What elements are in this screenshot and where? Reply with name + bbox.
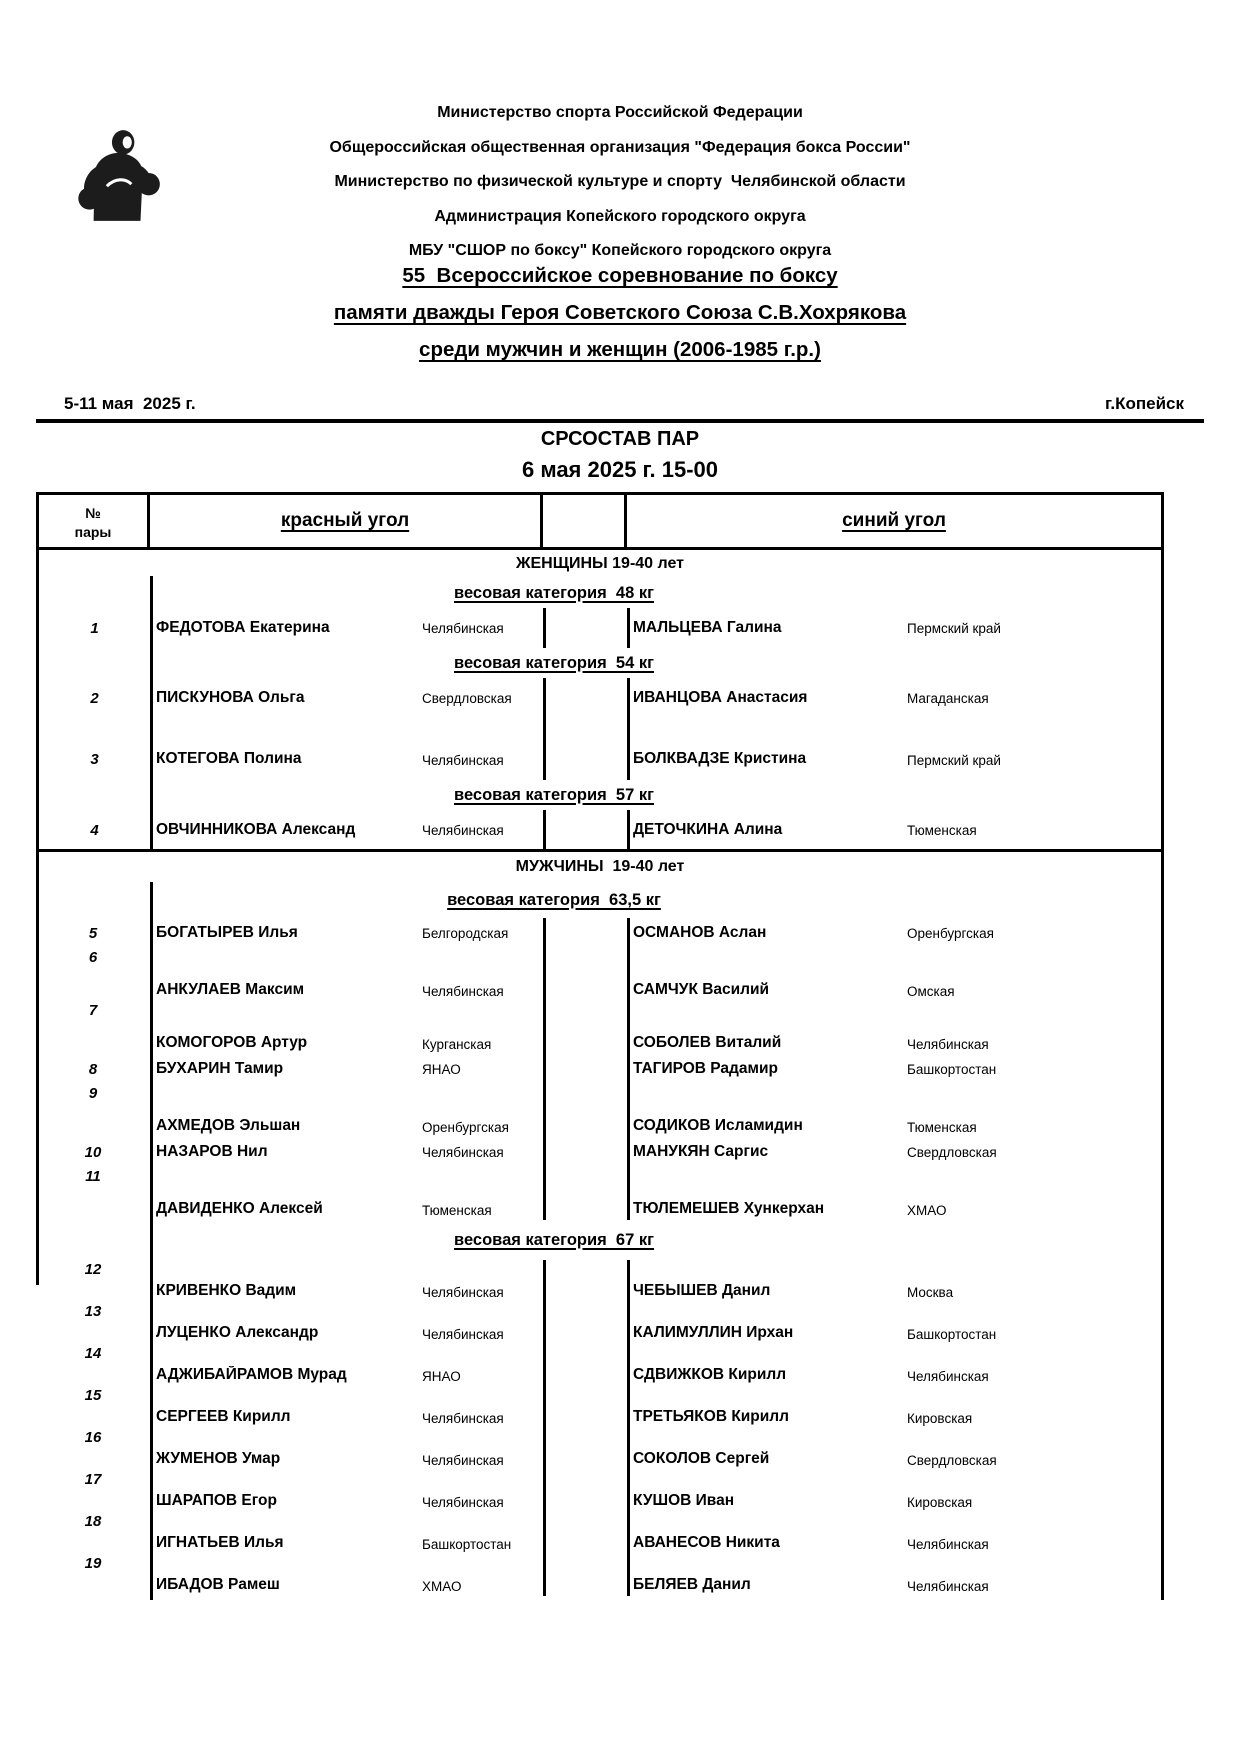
red-corner-name: ШАРАПОВ Егор — [156, 1492, 277, 1509]
red-corner-header: красный угол — [150, 495, 543, 547]
weight-category-row — [39, 578, 1161, 608]
red-corner-region: Челябинская — [422, 1285, 504, 1300]
red-corner-name: БУХАРИН Тамир — [156, 1060, 284, 1077]
pair-number: 4 — [90, 821, 99, 839]
pair-number: 12 — [84, 1261, 102, 1278]
weight-category-label: весовая категория 63,5 кг — [447, 890, 661, 909]
red-corner-region: Челябинская — [422, 1411, 504, 1426]
red-corner-region: Башкортостан — [422, 1537, 512, 1552]
blue-corner-region: Челябинская — [907, 1579, 989, 1594]
red-corner-name: ОВЧИННИКОВА Александ — [156, 821, 356, 838]
pair-row — [36, 1260, 1164, 1302]
org-line: Администрация Копейского городского округа — [434, 207, 806, 225]
blue-corner-region: ХМАО — [907, 1203, 947, 1218]
blue-corner-region: Челябинская — [907, 1369, 989, 1384]
red-corner-region: Челябинская — [422, 984, 504, 999]
org-line: Министерство по физической культуре и спорту Челябинской области — [334, 173, 906, 190]
pair-row — [36, 1167, 1164, 1220]
red-corner-name: ИГНАТЬЕВ Илья — [156, 1534, 284, 1551]
blue-corner-name: МАНУКЯН Саргис — [633, 1143, 769, 1160]
pair-row — [36, 1344, 1164, 1386]
weight-category-label: весовая категория 48 кг — [454, 583, 654, 602]
pair-rows-group — [36, 1260, 1164, 1596]
blue-corner-name: СОКОЛОВ Сергей — [633, 1450, 770, 1467]
title-line: памяти дважды Героя Советского Союза С.В.Хохрякова — [333, 301, 907, 324]
pair-row — [39, 810, 1161, 850]
pair-row — [36, 1386, 1164, 1428]
pair-number-header: № пары — [39, 495, 150, 547]
org-line: МБУ "СШОР по боксу" Копейского городского округа — [408, 242, 832, 259]
blue-corner-region: Свердловская — [907, 1453, 997, 1468]
blue-corner-name: ДЕТОЧКИНА Алина — [633, 821, 783, 838]
section-title: МУЖЧИНЫ 19-40 лет — [515, 858, 685, 875]
section-women — [36, 550, 1164, 852]
red-corner-region: Курганская — [422, 1037, 492, 1052]
blue-corner-name: ТЮЛЕМЕШЕВ Хункерхан — [633, 1200, 825, 1217]
red-corner-name: АНКУЛАЕВ Максим — [156, 981, 305, 998]
pair-number: 9 — [88, 1085, 98, 1102]
red-corner-region: Белгородская — [422, 925, 509, 941]
pair-row — [36, 1137, 1164, 1167]
red-corner-region: Челябинская — [422, 1144, 504, 1160]
red-corner-region: Челябинская — [422, 1495, 504, 1510]
red-corner-region: ХМАО — [422, 1579, 462, 1594]
blue-corner-region: Челябинская — [907, 1537, 989, 1552]
blue-corner-name: САМЧУК Василий — [633, 981, 770, 998]
blue-corner-name: ТАГИРОВ Радамир — [633, 1060, 778, 1077]
table-sections — [36, 550, 1164, 1600]
red-corner-name: КОТЕГОВА Полина — [156, 750, 302, 767]
competition-title — [0, 257, 1240, 368]
pair-number: 15 — [84, 1387, 102, 1404]
blue-corner-name: СОДИКОВ Исламидин — [633, 1117, 803, 1134]
pair-row — [36, 1001, 1164, 1054]
title-line: среди мужчин и женщин (2006-1985 г.р.) — [419, 338, 821, 361]
blue-corner-region: Кировская — [907, 1411, 973, 1426]
date-place-row — [36, 394, 1204, 414]
pair-row — [36, 948, 1164, 1001]
blue-corner-name: ЧЕБЫШЕВ Данил — [633, 1282, 771, 1299]
red-corner-name: БОГАТЫРЕВ Илья — [156, 924, 298, 941]
red-corner-name: АДЖИБАЙРАМОВ Мурад — [156, 1366, 347, 1383]
weight-category-label: весовая категория 54 кг — [454, 653, 654, 672]
blue-corner-region: Пермский край — [907, 620, 1001, 636]
blue-corner-name: БЕЛЯЕВ Данил — [633, 1576, 751, 1593]
red-corner-region: ЯНАО — [422, 1369, 461, 1384]
blue-corner-region: Челябинская — [907, 1037, 989, 1052]
city: г.Копейск — [1105, 394, 1184, 413]
date-range: 5-11 мая 2025 г. — [64, 394, 196, 413]
pair-number: 11 — [85, 1168, 101, 1185]
weight-category-row — [36, 882, 1164, 918]
pair-rows-group — [39, 608, 1161, 648]
pair-rows-group — [36, 918, 1164, 1220]
weight-category-label: весовая категория 57 кг — [454, 785, 654, 804]
blue-corner-region: Кировская — [907, 1495, 973, 1510]
pair-number: 1 — [90, 619, 99, 637]
red-corner-region: Челябинская — [422, 822, 504, 838]
pair-row — [36, 1512, 1164, 1554]
pair-row — [36, 1084, 1164, 1137]
blue-corner-region: Башкортостан — [907, 1327, 997, 1342]
red-corner-name: ЛУЦЕНКО Александр — [156, 1324, 319, 1341]
red-corner-region: Челябинская — [422, 620, 504, 636]
blue-corner-name: БОЛКВАДЗЕ Кристина — [633, 750, 807, 767]
corner-gap-header — [543, 495, 627, 547]
red-corner-region: Челябинская — [422, 1453, 504, 1468]
blue-corner-region: Оренбургская — [907, 925, 994, 941]
blue-corner-name: СДВИЖКОВ Кирилл — [633, 1366, 787, 1383]
red-corner-name: ПИСКУНОВА Ольга — [156, 689, 305, 706]
pair-number: 8 — [88, 1060, 98, 1078]
document-header — [0, 96, 1240, 269]
pair-number: 14 — [84, 1345, 102, 1362]
pair-number: 10 — [84, 1143, 102, 1161]
blue-corner-name: ИВАНЦОВА Анастасия — [633, 689, 808, 706]
blue-corner-region: Омская — [907, 984, 955, 999]
red-corner-name: НАЗАРОВ Нил — [156, 1143, 268, 1160]
red-corner-region: Свердловская — [422, 690, 512, 706]
pair-number: 17 — [84, 1471, 102, 1488]
blue-corner-name: МАЛЬЦЕВА Галина — [633, 619, 782, 636]
section-men — [36, 852, 1164, 1600]
pair-number: 18 — [84, 1513, 102, 1530]
red-corner-region: Челябинская — [422, 1327, 504, 1342]
pair-row — [39, 608, 1161, 648]
red-corner-name: ФЕДОТОВА Екатерина — [156, 619, 330, 636]
red-corner-name: АХМЕДОВ Эльшан — [156, 1117, 301, 1134]
blue-corner-region: Свердловская — [907, 1144, 997, 1160]
org-line: Министерство спорта Российской Федерации — [437, 104, 803, 121]
weight-category-row — [39, 648, 1161, 678]
pair-row — [36, 1302, 1164, 1344]
pair-row — [39, 678, 1161, 718]
pair-row — [39, 718, 1161, 780]
blue-corner-region: Башкортостан — [907, 1061, 997, 1077]
section-title: ЖЕНЩИНЫ 19-40 лет — [516, 555, 684, 572]
pair-number: 3 — [90, 751, 99, 768]
weight-category-label: весовая категория 67 кг — [454, 1230, 654, 1249]
red-corner-region: Челябинская — [422, 753, 504, 768]
blue-corner-region: Тюменская — [907, 1120, 977, 1135]
pair-number: 19 — [84, 1555, 102, 1572]
pair-number: 7 — [88, 1002, 98, 1019]
weight-category-row — [36, 1220, 1164, 1260]
org-line: Общероссийская общественная организация "Федерация бокса России" — [329, 138, 911, 156]
title-line: 55 Всероссийское соревнование по боксу — [402, 264, 838, 287]
red-corner-name: КРИВЕНКО Вадим — [156, 1282, 297, 1299]
pair-number: 16 — [84, 1429, 102, 1446]
blue-corner-name: ТРЕТЬЯКОВ Кирилл — [633, 1408, 789, 1425]
pair-row — [36, 1554, 1164, 1596]
red-corner-name: ЖУМЕНОВ Умар — [156, 1450, 281, 1467]
document-title: СРСОСТАВ ПАР — [540, 428, 700, 450]
pair-row — [36, 1428, 1164, 1470]
pairs-table — [36, 492, 1164, 1600]
blue-corner-header: синий угол — [842, 510, 946, 531]
red-corner-region: Оренбургская — [422, 1120, 509, 1135]
pair-number: 2 — [90, 689, 99, 707]
blue-corner-name: КАЛИМУЛЛИН Ирхан — [633, 1324, 794, 1341]
blue-corner-region: Тюменская — [907, 822, 977, 838]
red-corner-name: СЕРГЕЕВ Кирилл — [156, 1408, 291, 1425]
red-corner-name: ИБАДОВ Рамеш — [156, 1576, 280, 1593]
pair-row — [36, 1470, 1164, 1512]
blue-corner-region: Магаданская — [907, 690, 989, 706]
table-header-row — [36, 492, 1164, 550]
pair-rows-group — [39, 678, 1161, 780]
pair-number: 6 — [88, 949, 98, 966]
blue-corner-name: АВАНЕСОВ Никита — [633, 1534, 780, 1551]
pair-number: 13 — [84, 1303, 102, 1320]
pair-rows-group — [39, 810, 1161, 850]
red-corner-region: ЯНАО — [422, 1061, 461, 1077]
pair-row — [36, 1054, 1164, 1084]
divider-rule — [36, 419, 1204, 423]
blue-corner-name: СОБОЛЕВ Виталий — [633, 1034, 782, 1051]
blue-corner-region: Пермский край — [907, 753, 1001, 768]
red-corner-region: Тюменская — [422, 1203, 492, 1218]
pair-number: 5 — [88, 924, 98, 942]
blue-corner-name: ОСМАНОВ Аслан — [633, 924, 767, 941]
red-corner-name: ДАВИДЕНКО Алексей — [156, 1200, 323, 1217]
session-datetime: 6 мая 2025 г. 15-00 — [521, 457, 719, 482]
blue-corner-name: КУШОВ Иван — [633, 1492, 735, 1509]
blue-corner-region: Москва — [907, 1285, 954, 1300]
weight-category-row — [39, 780, 1161, 810]
pair-row — [36, 918, 1164, 948]
red-corner-name: КОМОГОРОВ Артур — [156, 1034, 308, 1051]
